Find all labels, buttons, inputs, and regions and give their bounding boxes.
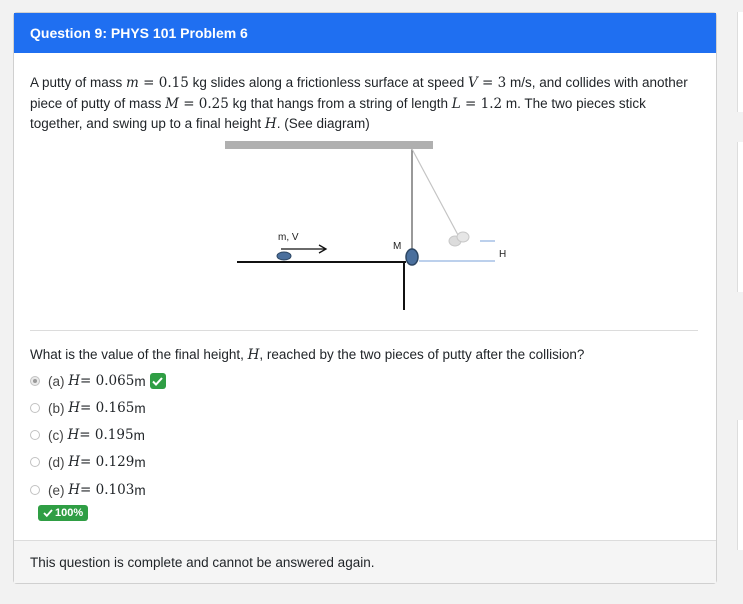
adjacent-panel-edge <box>737 12 743 112</box>
option-b[interactable]: (b) H = 0.165 m <box>30 398 146 418</box>
option-e[interactable]: (e) H = 0.103 m <box>30 480 146 500</box>
putty-M <box>406 249 418 265</box>
question-prompt: What is the value of the final height, H, reached by the two pieces of putty after the collision? <box>30 347 585 363</box>
putty-m <box>277 252 291 260</box>
problem-statement: A putty of mass m = 0.15 kg slides along a frictionless surface at speed V = 3 m/s, and collides with another piece of putty of mass M = 0.25 kg that hangs from a string of length L = 1.2 m. The two pieces stick together, and swing up to a final height H. (See diagram) <box>30 75 688 132</box>
radio-button[interactable] <box>30 403 40 413</box>
question-title: Question 9: PHYS 101 Problem 6 <box>14 13 716 53</box>
pendulum-diagram <box>224 139 507 311</box>
option-c[interactable]: (c) H = 0.195 m <box>30 425 145 445</box>
radio-button[interactable] <box>30 430 40 440</box>
radio-button[interactable] <box>30 457 40 467</box>
adjacent-panel-edge <box>737 142 743 292</box>
label-m-v: m, V <box>278 232 299 243</box>
adjacent-panel-edge <box>737 420 743 550</box>
option-d[interactable]: (d) H = 0.129 m <box>30 452 146 472</box>
score-badge: 100% <box>38 505 88 521</box>
correct-check-icon <box>150 373 166 389</box>
question-card <box>13 12 717 584</box>
ceiling-bar <box>225 141 433 149</box>
radio-button-selected[interactable] <box>30 376 40 386</box>
label-H: H <box>499 249 507 260</box>
combined-putty-swung <box>446 229 474 251</box>
divider <box>30 330 698 331</box>
radio-button[interactable] <box>30 485 40 495</box>
check-icon <box>43 509 53 517</box>
label-M: M <box>393 241 402 252</box>
swung-string <box>412 149 458 235</box>
option-a[interactable]: (a) H = 0.065 m <box>30 371 166 391</box>
completion-message: This question is complete and cannot be answered again. <box>14 540 716 583</box>
